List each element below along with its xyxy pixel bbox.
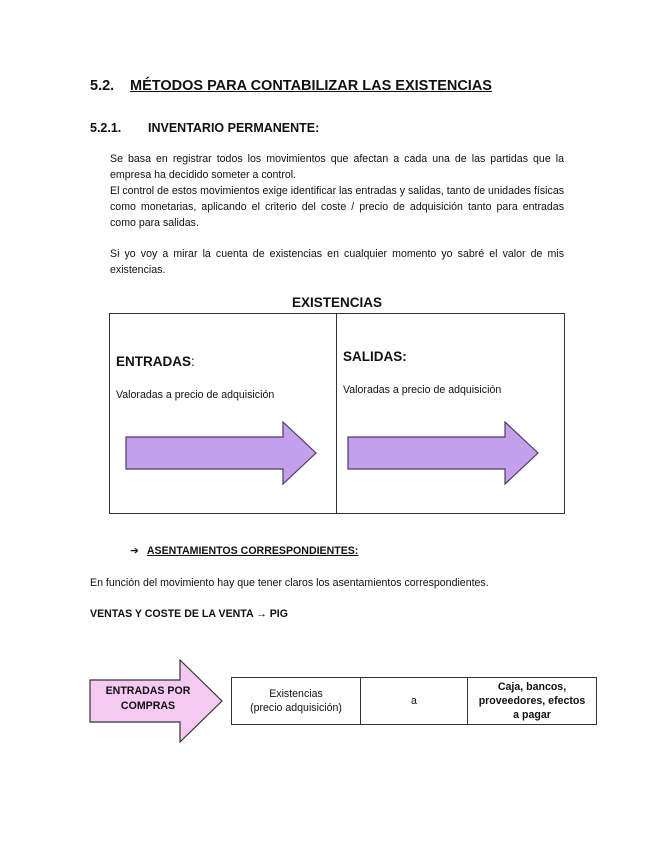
debit-line-2: (precio adquisición) [250,702,342,714]
credit-line-2: proveedores, efectos [478,695,586,707]
funcion-text: En función del movimiento hay que tener claros los asentamientos correspondientes. [90,577,489,589]
entradas-compras-label [92,684,204,714]
entradas-compras-line-1: ENTRADAS POR [105,685,191,697]
debit-cell [232,678,361,725]
entradas-label: ENTRADAS [116,354,192,369]
entradas-compras-line-2: COMPRAS [120,700,176,712]
entradas-arrow-icon [124,420,320,486]
intro-sentence-2: El control de estos movimientos exige identificar las entradas y salidas, tanto de unidades físicas como monetarias, aplicando el criterio del coste / precio de adquisición tanto para entradas como para salidas. [110,185,565,229]
salidas-subtitle: Valoradas a precio de adquisición [343,384,502,396]
separator-cell: a [361,678,468,725]
journal-entry-row [232,678,597,725]
existencias-account-box [109,313,565,514]
entradas-subtitle: Valoradas a precio de adquisición [116,389,275,401]
section-number: 5.2. [90,78,115,94]
subsection-title: INVENTARIO PERMANENTE: [148,121,320,135]
credit-line-3: a pagar [513,709,551,721]
journal-entry-table [231,677,597,725]
right-arrow-icon: ➔ [130,545,139,557]
subsection-heading [90,121,319,135]
entradas-colon: : [191,354,195,369]
existencias-title: EXISTENCIAS [291,295,383,310]
asentamientos-title: ASENTAMIENTOS CORRESPONDIENTES: [146,545,359,557]
existencias-paragraph [110,246,564,278]
intro-sentence-1: Se basa en registrar todos los movimientos que afectan a cada una de las partidas que la empresa ha decidido someter a control. [110,153,564,181]
debit-line-1: Existencias [269,688,323,700]
asentamientos-heading [130,545,358,557]
entradas-title [116,354,195,369]
intro-paragraph [110,151,564,231]
ventas-title: VENTAS Y COSTE DE LA VENTA → PIG [90,608,288,620]
salidas-arrow-icon [346,420,542,486]
column-divider [336,314,337,513]
section-title: MÉTODOS PARA CONTABILIZAR LAS EXISTENCIAS [130,78,492,94]
salidas-title: SALIDAS: [343,349,407,364]
credit-line-1: Caja, bancos, [497,681,567,693]
section-heading [90,78,492,94]
subsection-number: 5.2.1. [90,121,122,135]
credit-cell [468,678,597,725]
existencias-sentence: Si yo voy a mirar la cuenta de existencias en cualquier momento yo sabré el valor de mis existencias. [110,248,564,276]
